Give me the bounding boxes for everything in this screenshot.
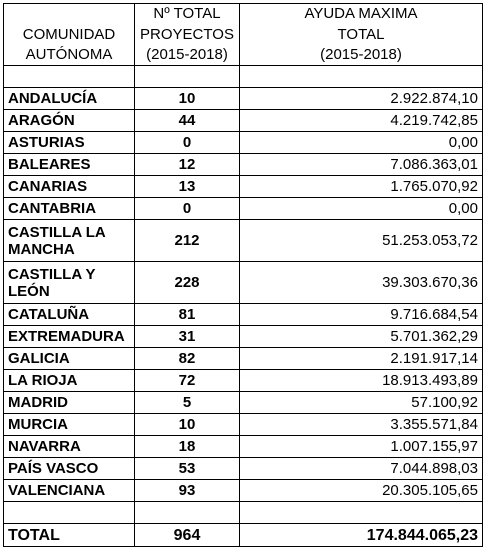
row-projects: 0 (135, 132, 240, 154)
row-projects: 12 (135, 154, 240, 176)
spacer-row (4, 502, 483, 524)
header-col2-line1: Nº TOTAL (135, 4, 240, 24)
row-amount: 51.253.053,72 (240, 220, 483, 262)
table-row (4, 304, 483, 326)
row-name: VALENCIANA (4, 480, 135, 502)
row-amount: 1.007.155,97 (240, 436, 483, 458)
row-amount: 39.303.670,36 (240, 262, 483, 304)
row-amount: 18.913.493,89 (240, 370, 483, 392)
row-projects: 10 (135, 88, 240, 110)
row-name: MURCIA (4, 414, 135, 436)
table-row (4, 414, 483, 436)
row-projects: 81 (135, 304, 240, 326)
table-row (4, 88, 483, 110)
row-projects: 10 (135, 414, 240, 436)
row-projects: 72 (135, 370, 240, 392)
row-name: ASTURIAS (4, 132, 135, 154)
row-projects: 44 (135, 110, 240, 132)
table-row (4, 132, 483, 154)
table-row (4, 154, 483, 176)
row-projects: 18 (135, 436, 240, 458)
row-amount: 7.044.898,03 (240, 458, 483, 480)
row-projects: 53 (135, 458, 240, 480)
total-label: TOTAL (4, 524, 135, 547)
row-projects: 5 (135, 392, 240, 414)
row-name: GALICIA (4, 348, 135, 370)
row-name: MADRID (4, 392, 135, 414)
row-name: NAVARRA (4, 436, 135, 458)
spacer-row (4, 66, 483, 88)
row-name: ANDALUCÍA (4, 88, 135, 110)
row-name-line2: LEÓN (8, 282, 50, 300)
table-row (4, 370, 483, 392)
header-col3-line2: TOTAL (240, 24, 483, 45)
row-amount: 20.305.105,65 (240, 480, 483, 502)
table-row (4, 458, 483, 480)
row-name: ARAGÓN (4, 110, 135, 132)
table-row (4, 326, 483, 348)
table-row (4, 198, 483, 220)
row-name: CANTABRIA (4, 198, 135, 220)
row-amount: 57.100,92 (240, 392, 483, 414)
header-col3-line3: (2015-2018) (240, 45, 483, 66)
row-name: EXTREMADURA (4, 326, 135, 348)
row-amount: 0,00 (240, 198, 483, 220)
table-row (4, 348, 483, 370)
table-row (4, 480, 483, 502)
row-projects: 212 (135, 220, 240, 262)
row-name: CANARIAS (4, 176, 135, 198)
row-name: BALEARES (4, 154, 135, 176)
row-amount: 2.191.917,14 (240, 348, 483, 370)
row-projects: 82 (135, 348, 240, 370)
header-row-1 (4, 4, 483, 24)
row-amount: 4.219.742,85 (240, 110, 483, 132)
row-name (4, 220, 135, 262)
header-col1-line1 (4, 4, 135, 24)
row-name: LA RIOJA (4, 370, 135, 392)
row-name-line2: MANCHA (8, 240, 75, 258)
header-row-3 (4, 45, 483, 66)
row-amount: 2.922.874,10 (240, 88, 483, 110)
table-row (4, 176, 483, 198)
row-name: CATALUÑA (4, 304, 135, 326)
row-amount: 3.355.571,84 (240, 414, 483, 436)
row-amount: 9.716.684,54 (240, 304, 483, 326)
header-row-2 (4, 24, 483, 45)
header-col3-line1: AYUDA MAXIMA (240, 4, 483, 24)
table-row (4, 392, 483, 414)
table-row (4, 110, 483, 132)
row-name-line1: CASTILLA Y (8, 265, 96, 283)
row-name (4, 262, 135, 304)
row-amount: 1.765.070,92 (240, 176, 483, 198)
row-projects: 13 (135, 176, 240, 198)
table-row (4, 262, 483, 304)
row-projects: 31 (135, 326, 240, 348)
row-name: PAÍS VASCO (4, 458, 135, 480)
projects-table (3, 3, 483, 547)
total-amount: 174.844.065,23 (240, 524, 483, 547)
total-projects: 964 (135, 524, 240, 547)
row-projects: 228 (135, 262, 240, 304)
row-amount: 0,00 (240, 132, 483, 154)
header-col1-line2: COMUNIDAD (4, 24, 135, 45)
total-row (4, 524, 483, 547)
row-name-line1: CASTILLA LA (8, 223, 106, 241)
table-row (4, 220, 483, 262)
header-col2-line2: PROYECTOS (135, 24, 240, 45)
header-col1-line3: AUTÓNOMA (4, 45, 135, 66)
row-amount: 7.086.363,01 (240, 154, 483, 176)
header-col2-line3: (2015-2018) (135, 45, 240, 66)
row-projects: 93 (135, 480, 240, 502)
table-row (4, 436, 483, 458)
row-projects: 0 (135, 198, 240, 220)
row-amount: 5.701.362,29 (240, 326, 483, 348)
